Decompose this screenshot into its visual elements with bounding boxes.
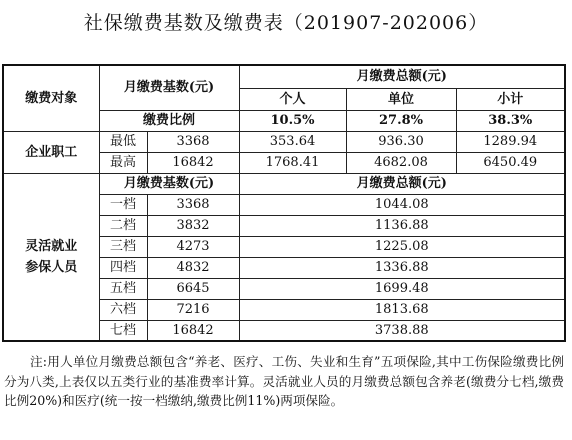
base-cell: 3368 (147, 131, 239, 152)
subtotal-cell: 6450.49 (456, 152, 565, 173)
level-cell: 一档 (99, 194, 147, 215)
header-target: 缴费对象 (3, 65, 99, 131)
total-cell: 1336.88 (239, 257, 565, 278)
level-cell: 最低 (99, 131, 147, 152)
total-cell: 1136.88 (239, 215, 565, 236)
flexible-base-header: 月缴费基数(元) (99, 173, 239, 194)
level-cell: 四档 (99, 257, 147, 278)
contribution-table (2, 64, 566, 342)
base-cell: 6645 (147, 278, 239, 299)
base-cell: 3832 (147, 215, 239, 236)
level-cell: 三档 (99, 236, 147, 257)
total-cell: 3738.88 (239, 320, 565, 341)
employer-cell: 936.30 (346, 131, 456, 152)
flexible-total-header: 月缴费总额(元) (239, 173, 565, 194)
total-cell: 1044.08 (239, 194, 565, 215)
base-cell: 7216 (147, 299, 239, 320)
page-title: 社保缴费基数及缴费表（201907-202006） (83, 12, 489, 34)
footnote: 注:用人单位月缴费总额包含“养老、医疗、工伤、失业和生育”五项保险,其中工伤保险缴费比例分为八类,上表仅以五类行业的基准费率计算。灵活就业人员的月缴费总额包含养老(缴费分七档,缴费比例20%)和医疗(统一按一档缴纳,缴费比例11%)两项保险。 (4, 354, 564, 408)
header-employer: 单位 (346, 88, 456, 110)
total-cell: 1225.08 (239, 236, 565, 257)
header-personal: 个人 (239, 88, 346, 110)
total-cell: 1813.68 (239, 299, 565, 320)
level-cell: 六档 (99, 299, 147, 320)
personal-cell: 353.64 (239, 131, 346, 152)
subtotal-cell: 1289.94 (456, 131, 565, 152)
base-cell: 3368 (147, 194, 239, 215)
ratio-employer: 27.8% (346, 110, 456, 131)
base-cell: 4273 (147, 236, 239, 257)
base-cell: 4832 (147, 257, 239, 278)
ratio-personal: 10.5% (239, 110, 346, 131)
flexible-label-line1: 灵活就业 (25, 238, 78, 254)
base-cell: 16842 (147, 320, 239, 341)
total-cell: 1699.48 (239, 278, 565, 299)
level-cell: 二档 (99, 215, 147, 236)
base-cell: 16842 (147, 152, 239, 173)
table-row (3, 131, 565, 152)
flexible-label-line2: 参保人员 (25, 259, 78, 275)
level-cell: 最高 (99, 152, 147, 173)
header-subtotal: 小计 (456, 88, 565, 110)
header-base: 月缴费基数(元) (99, 65, 239, 110)
ratio-label: 缴费比例 (99, 110, 239, 131)
employer-cell: 4682.08 (346, 152, 456, 173)
level-cell: 五档 (99, 278, 147, 299)
enterprise-label: 企业职工 (3, 131, 99, 173)
personal-cell: 1768.41 (239, 152, 346, 173)
flexible-label (3, 173, 99, 341)
header-total: 月缴费总额(元) (239, 65, 565, 88)
level-cell: 七档 (99, 320, 147, 341)
ratio-subtotal: 38.3% (456, 110, 565, 131)
